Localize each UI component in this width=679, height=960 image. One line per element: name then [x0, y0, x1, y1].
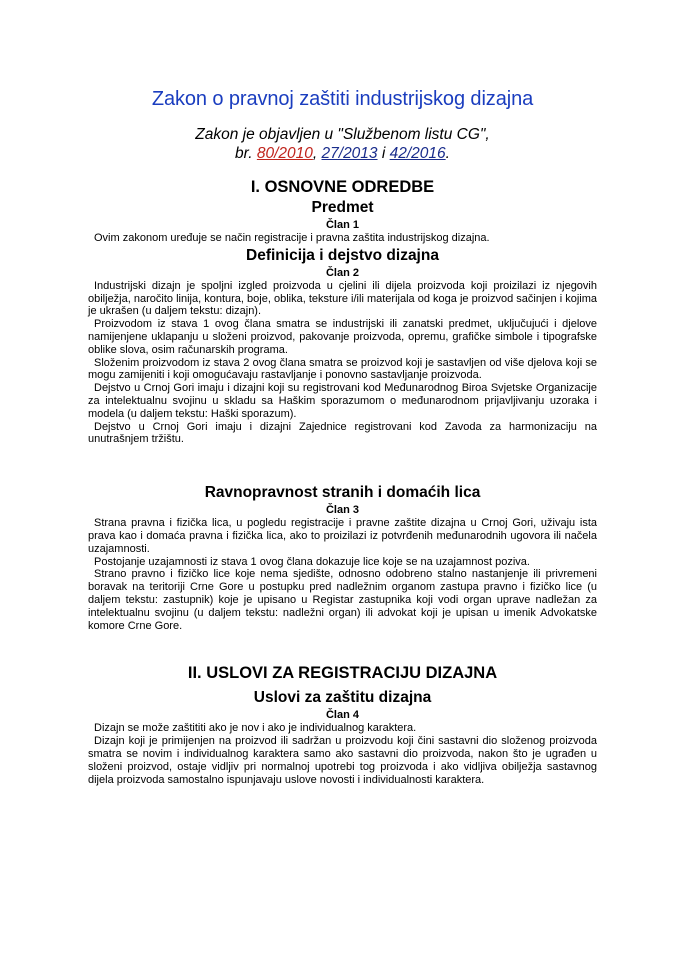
publication-separator: i	[377, 145, 390, 162]
paragraph: Postojanje uzajamnosti iz stava 1 ovog člana dokazuje lice koje se na uzajamnost poziva.	[94, 555, 530, 568]
paragraph: Ovim zakonom uređuje se način registracije i pravna zaštita industrijskog dizajna.	[94, 232, 490, 244]
article-number: Član 3	[325, 504, 359, 517]
document-title: Zakon o pravnoj zaštiti industrijskog dizajna	[151, 88, 534, 110]
section-title: I. OSNOVNE ODREDBE	[250, 178, 435, 196]
paragraph: Dizajn se može zaštititi ako je nov i ako je individualnog karaktera.	[94, 722, 417, 735]
paragraph: Strana pravna i fizička lica, u pogledu registracije i pravne zaštite dizajna u Crnoj Gori, uživaju ista prava kao i domaća pravna i fizička lica, ako to proizilazi iz potvrđenih međunarodnih ugovora ili načela uzajamnosti.	[88, 517, 597, 555]
publication-line: Zakon je objavljen u "Službenom listu CG",	[195, 126, 490, 143]
gazette-link-80-2010[interactable]: 80/2010	[256, 145, 313, 162]
article-heading: Predmet	[311, 199, 374, 216]
paragraph: Složenim proizvodom iz stava 2 ovog člana smatra se proizvod koji je sastavljen od više djelova koji se mogu zamijeniti i koji omogućavaju rastavljanje i ponovno sastavljanje proizvoda.	[88, 356, 597, 382]
gazette-link-27-2013[interactable]: 27/2013	[321, 145, 378, 162]
section-title: II. USLOVI ZA REGISTRACIJU DIZAJNA	[187, 664, 498, 683]
article-number: Član 4	[325, 709, 359, 722]
article-heading: Ravnopravnost stranih i domaćih lica	[204, 484, 481, 502]
paragraph: Dejstvo u Crnoj Gori imaju i dizajni Zajednice registrovani kod Zavoda za harmonizaciju na unutrašnjem tržištu.	[88, 420, 597, 446]
article-number: Član 2	[325, 266, 359, 279]
publication-separator: ,	[312, 145, 322, 162]
paragraph: Proizvodom iz stava 1 ovog člana smatra se industrijski ili zanatski predmet, uključujući i djelove namijenjene uklapanju u složeni proizvod, pakovanje proizvoda, opremu, grafičke simbole i tipografske oblike slova, osim računarskih programa.	[88, 318, 597, 356]
gazette-link-42-2016[interactable]: 42/2016	[389, 145, 446, 162]
publication-numbers	[88, 144, 597, 163]
publication-suffix: .	[445, 145, 450, 162]
paragraph: Dizajn koji je primijenjen na proizvod ili sadržan u proizvodu koji čini sastavni dio složenog proizvoda smatra se novim i individualnog karaktera samo ako sastavni dio proizvoda, nakon što je ugrađen u složeni proizvod, ostaje vidljiv pri normalnoj upotrebi tog proizvoda i ako vidljiva obilježja sastavnog dijela proizvoda samostalno ispunjavaju uslove novosti i individualnosti karaktera.	[88, 735, 597, 786]
article-heading: Definicija i dejstvo dizajna	[246, 246, 439, 264]
article-heading: Uslovi za zaštitu dizajna	[253, 689, 432, 707]
paragraph: Strano pravno i fizičko lice koje nema sjedište, odnosno odobreno stalno nastanjenje ili privremeni boravak na teritoriji Crne Gore u postupku pred nadležnim organom zastupa pravno i fizičko lice (u daljem tekstu: zastupnik) koje je upisano u Registar zastupnika koji vodi organ uprave nadležan za intelektualnu svojinu (u daljem tekstu: nadležni organ) ili advokat koji je upisan u imenik Advokatske komore Crne Gore.	[88, 568, 597, 632]
paragraph: Industrijski dizajn je spoljni izgled proizvoda u cjelini ili dijela proizvoda koji proizilazi iz njegovih obilježja, naročito linija, kontura, boje, oblika, teksture i/ili materijala od koga je proizvod sačinjen i kojima je ukrašen (u daljem tekstu: dizajn).	[88, 279, 597, 318]
publication-info	[88, 125, 597, 163]
paragraph: Dejstvo u Crnoj Gori imaju i dizajni koji su registrovani kod Međunarodnog Biroa Svjetske Organizacije za intelektualnu svojinu u skladu sa Haškim sporazumom o međunarodnom prijavljivanju uzoraka i modela (u daljem tekstu: Haški sporazum).	[88, 382, 597, 420]
article-number: Član 1	[325, 219, 359, 231]
publication-prefix: br.	[235, 145, 257, 162]
